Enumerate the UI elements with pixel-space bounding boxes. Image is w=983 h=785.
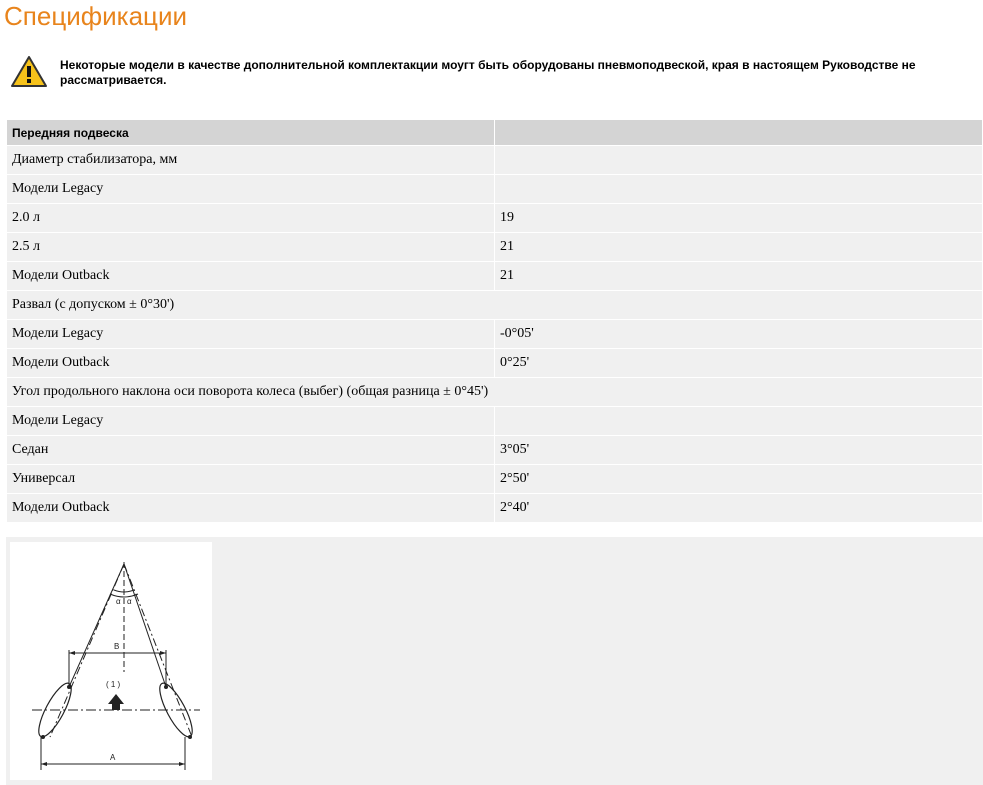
dimension-label-a: A (110, 753, 116, 762)
angle-label-left: α (116, 597, 121, 606)
row-value: 0°25' (495, 349, 982, 377)
direction-arrow-icon (108, 694, 124, 710)
warning-note (10, 55, 970, 95)
row-label: 2.5 л (7, 233, 494, 261)
table-row (7, 233, 982, 261)
spec-table (6, 119, 983, 523)
table-row (7, 436, 982, 464)
row-value (495, 146, 982, 174)
row-value: 2°50' (495, 465, 982, 493)
table-header-row (7, 120, 982, 145)
table-row (7, 494, 982, 522)
row-label: Модели Outback (7, 349, 494, 377)
table-row (7, 175, 982, 203)
row-label: 2.0 л (7, 204, 494, 232)
row-value: -0°05' (495, 320, 982, 348)
angle-label-right: α (127, 597, 132, 606)
row-label: Модели Legacy (7, 320, 494, 348)
table-row (7, 320, 982, 348)
row-value: 21 (495, 233, 982, 261)
table-row (7, 204, 982, 232)
row-value: 2°40' (495, 494, 982, 522)
row-value (495, 175, 982, 203)
figure-row (6, 537, 983, 785)
dimension-label-b: B (114, 642, 120, 651)
row-label: Модели Outback (7, 494, 494, 522)
header-value (495, 120, 982, 145)
table-row (7, 349, 982, 377)
table-row (7, 407, 982, 435)
header-label: Передняя подвеска (7, 120, 494, 145)
row-label: Диаметр стабилизатора, мм (7, 146, 494, 174)
table-row (7, 262, 982, 290)
table-row (7, 146, 982, 174)
warning-text: Некоторые модели в качестве дополнительной комплектакции моугт быть оборудованы пневмоподвеской, края в настоящем Руководстве не рассматривается. (60, 58, 916, 87)
toe-alignment-diagram (10, 542, 212, 780)
row-label: Модели Legacy (7, 407, 494, 435)
alignment-drawing (10, 542, 212, 780)
row-label: Модели Legacy (7, 175, 494, 203)
table-row (7, 465, 982, 493)
section-label: Угол продольного наклона оси поворота колеса (выбег) (общая разница ± 0°45') (7, 378, 982, 406)
row-label: Седан (7, 436, 494, 464)
table-section-row (7, 291, 982, 319)
section-label: Развал (с допуском ± 0°30') (7, 291, 982, 319)
row-label: Универсал (7, 465, 494, 493)
row-value: 19 (495, 204, 982, 232)
row-value (495, 407, 982, 435)
table-section-row (7, 378, 982, 406)
direction-label: ( 1 ) (106, 680, 121, 689)
row-label: Модели Outback (7, 262, 494, 290)
row-value: 21 (495, 262, 982, 290)
page-title: Спецификации (4, 1, 187, 31)
row-value: 3°05' (495, 436, 982, 464)
warning-triangle-icon (10, 55, 48, 89)
